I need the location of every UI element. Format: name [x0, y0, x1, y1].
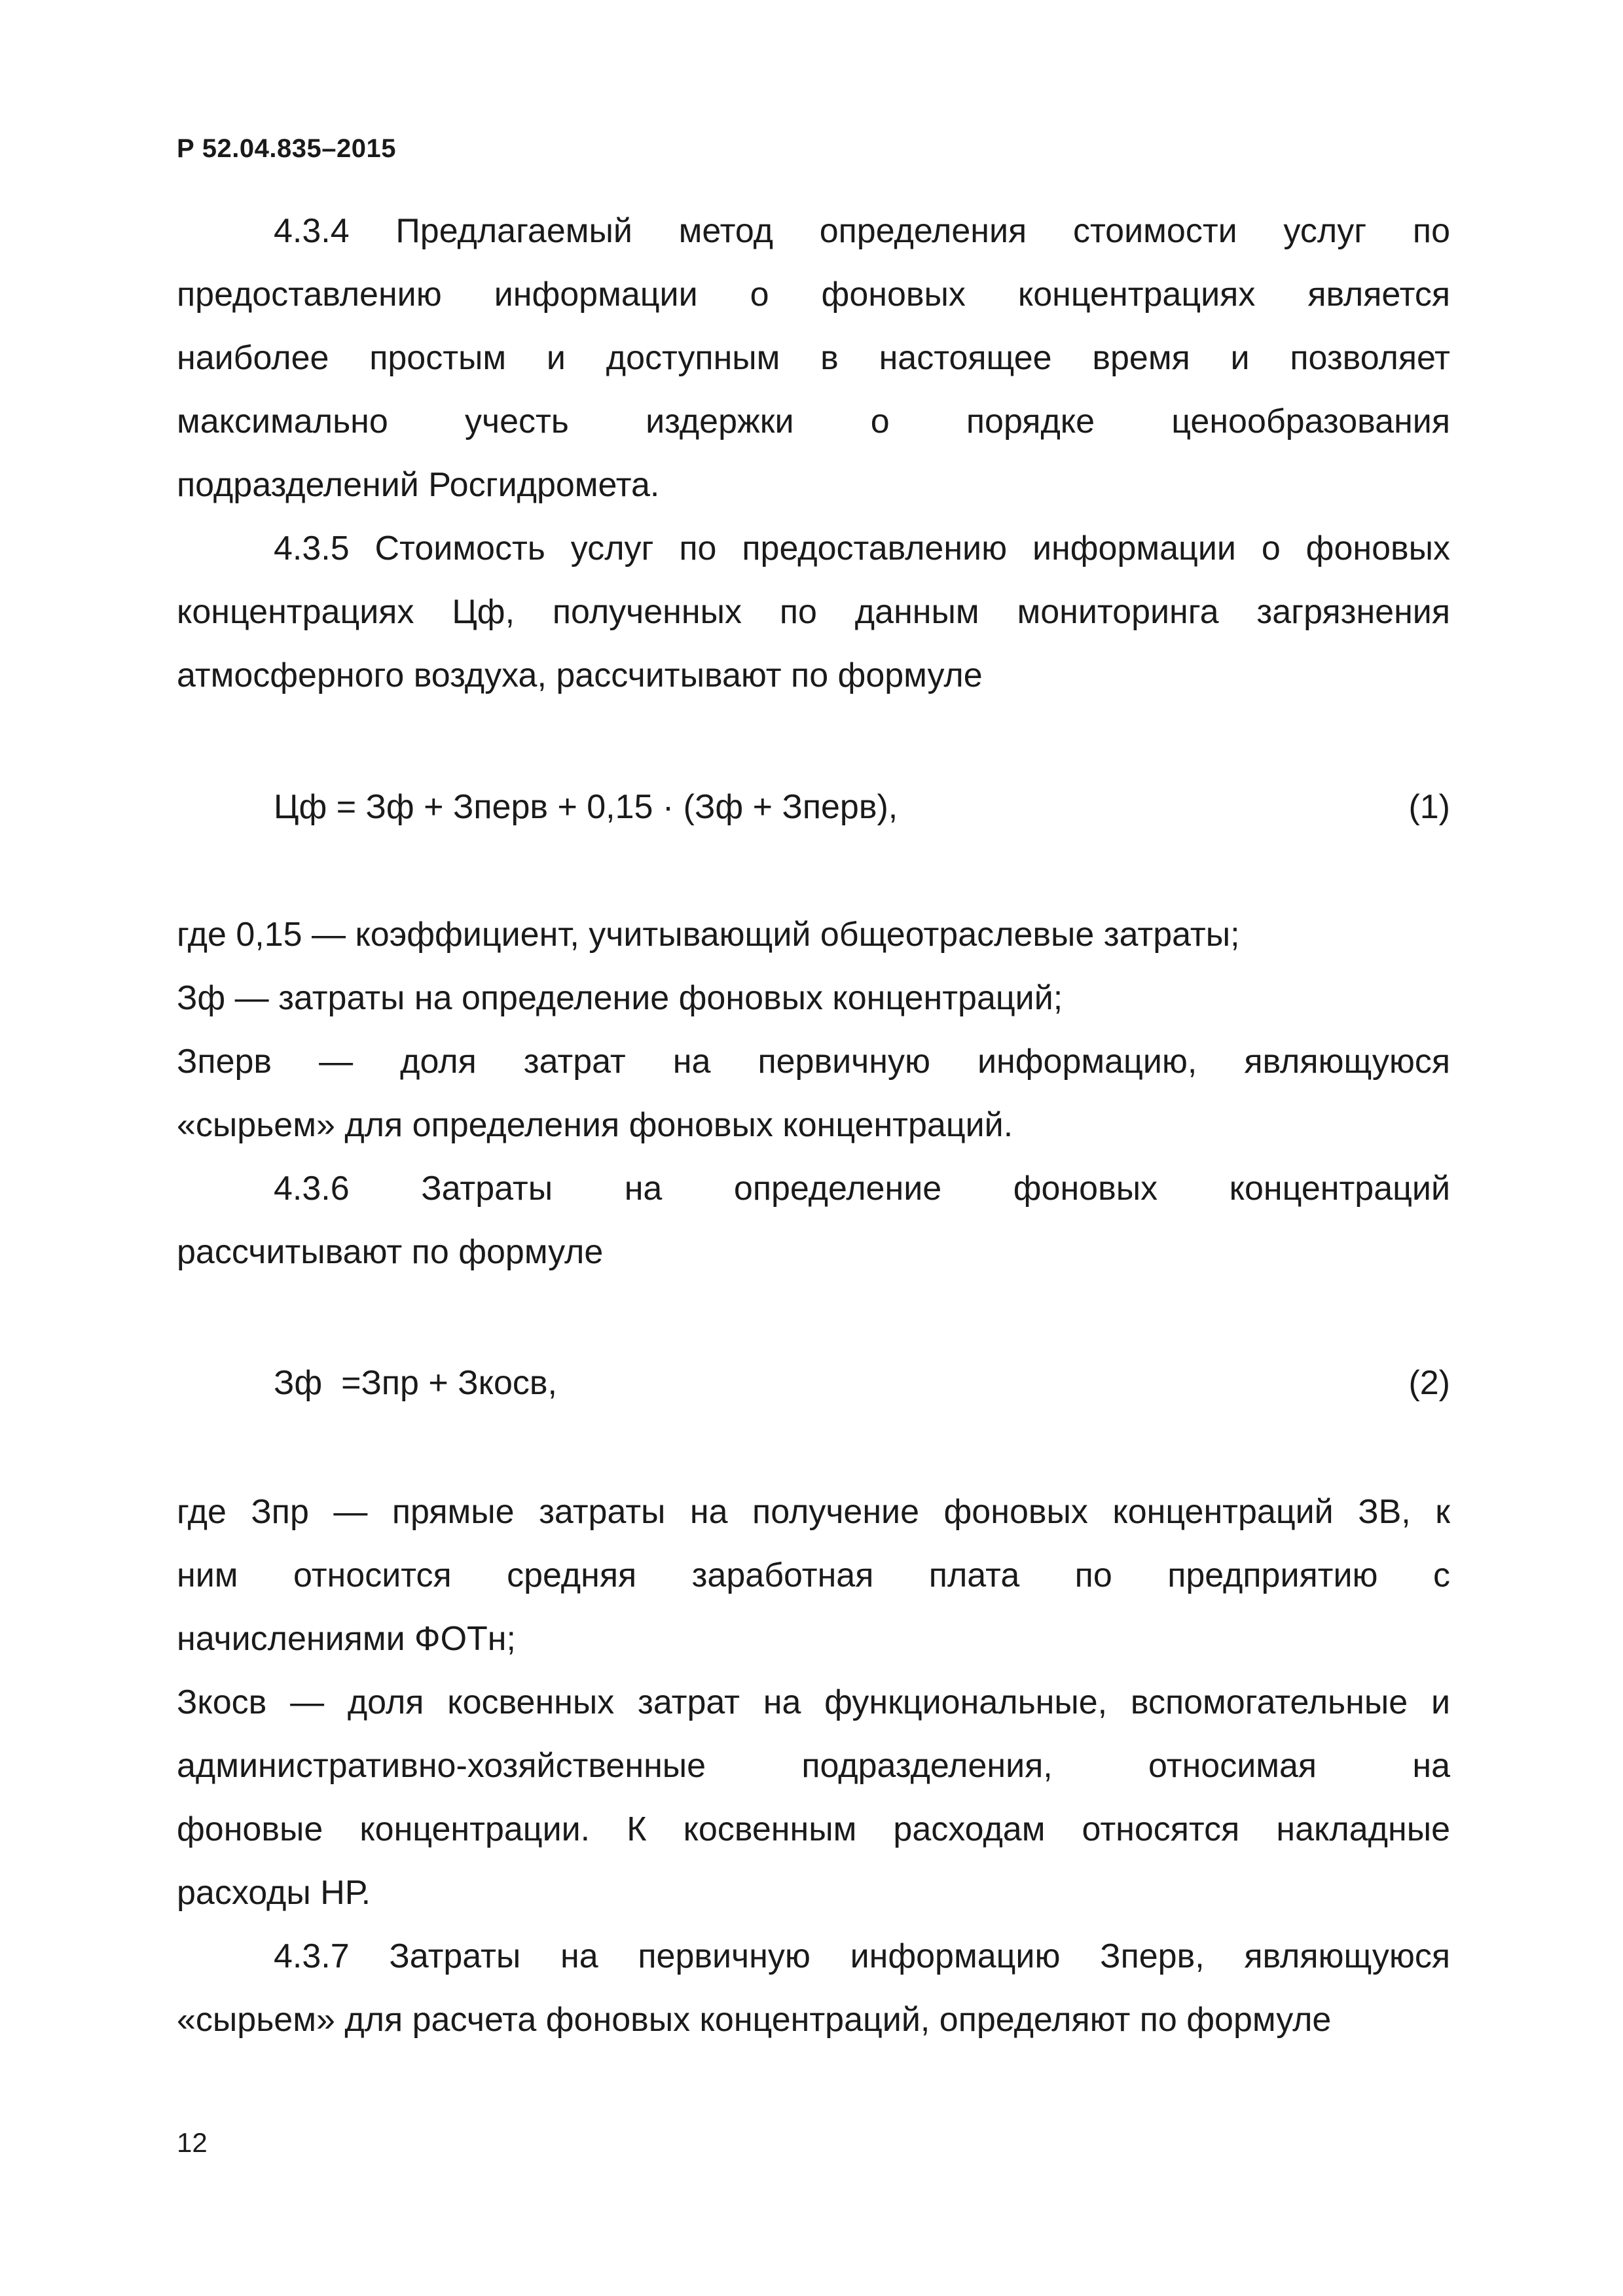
formula-2-number: (2)	[1408, 1364, 1450, 1402]
where2-line1: где Зпр — прямые затраты на получение фоновых концентраций ЗВ, к	[177, 1493, 1450, 1531]
p437-line2: «сырьем» для расчета фоновых концентраций, определяют по формуле	[177, 2001, 1332, 2039]
where2-line5: административно-хозяйственные подразделения, относимая на	[177, 1747, 1450, 1785]
p434-line4: максимально учесть издержки о порядке ценообразования	[177, 403, 1450, 440]
p436-line2: рассчитывают по формуле	[177, 1233, 604, 1271]
p435-line2: концентрациях Цф, полученных по данным мониторинга загрязнения	[177, 593, 1450, 631]
p434-line3: наиболее простым и доступным в настоящее время и позволяет	[177, 339, 1450, 377]
where1-line3: Зперв — доля затрат на первичную информацию, являющуюся	[177, 1043, 1450, 1081]
p434-line2: предоставлению информации о фоновых концентрациях является	[177, 276, 1450, 314]
where1-line2: Зф — затраты на определение фоновых концентраций;	[177, 979, 1063, 1017]
formula-2	[274, 1352, 1450, 1415]
where2-line6: фоновые концентрации. К косвенным расходам относятся накладные	[177, 1810, 1450, 1848]
where2-line2: ним относится средняя заработная плата по предприятию с	[177, 1556, 1450, 1594]
where1-line1: где 0,15 — коэффициент, учитывающий общеотраслевые затраты;	[177, 916, 1240, 954]
p437-line1: 4.3.7 Затраты на первичную информацию Зперв, являющуюся	[274, 1937, 1450, 1975]
where2-line7: расходы НР.	[177, 1874, 371, 1912]
p434-line5: подразделений Росгидромета.	[177, 466, 660, 504]
where2-line4: Зкосв — доля косвенных затрат на функциональные, вспомогательные и	[177, 1683, 1450, 1721]
formula-1	[274, 776, 1450, 839]
p435-line3: атмосферного воздуха, рассчитывают по формуле	[177, 656, 983, 694]
formula-1-number: (1)	[1408, 788, 1450, 826]
where1-line4: «сырьем» для определения фоновых концентраций.	[177, 1106, 1013, 1144]
formula-2-expression: Зф =Зпр + Зкосв,	[274, 1364, 557, 1402]
p435-line1: 4.3.5 Стоимость услуг по предоставлению информации о фоновых	[274, 529, 1450, 567]
where2-line3: начислениями ФОТн;	[177, 1620, 516, 1658]
p436-line1: 4.3.6 Затраты на определение фоновых концентраций	[274, 1170, 1450, 1208]
document-code: Р 52.04.835–2015	[177, 134, 396, 163]
formula-1-expression: Цф = Зф + Зперв + 0,15 · (Зф + Зперв),	[274, 788, 898, 826]
page-number: 12	[177, 2127, 208, 2158]
p434-line1: 4.3.4 Предлагаемый метод определения стоимости услуг по	[274, 212, 1450, 250]
